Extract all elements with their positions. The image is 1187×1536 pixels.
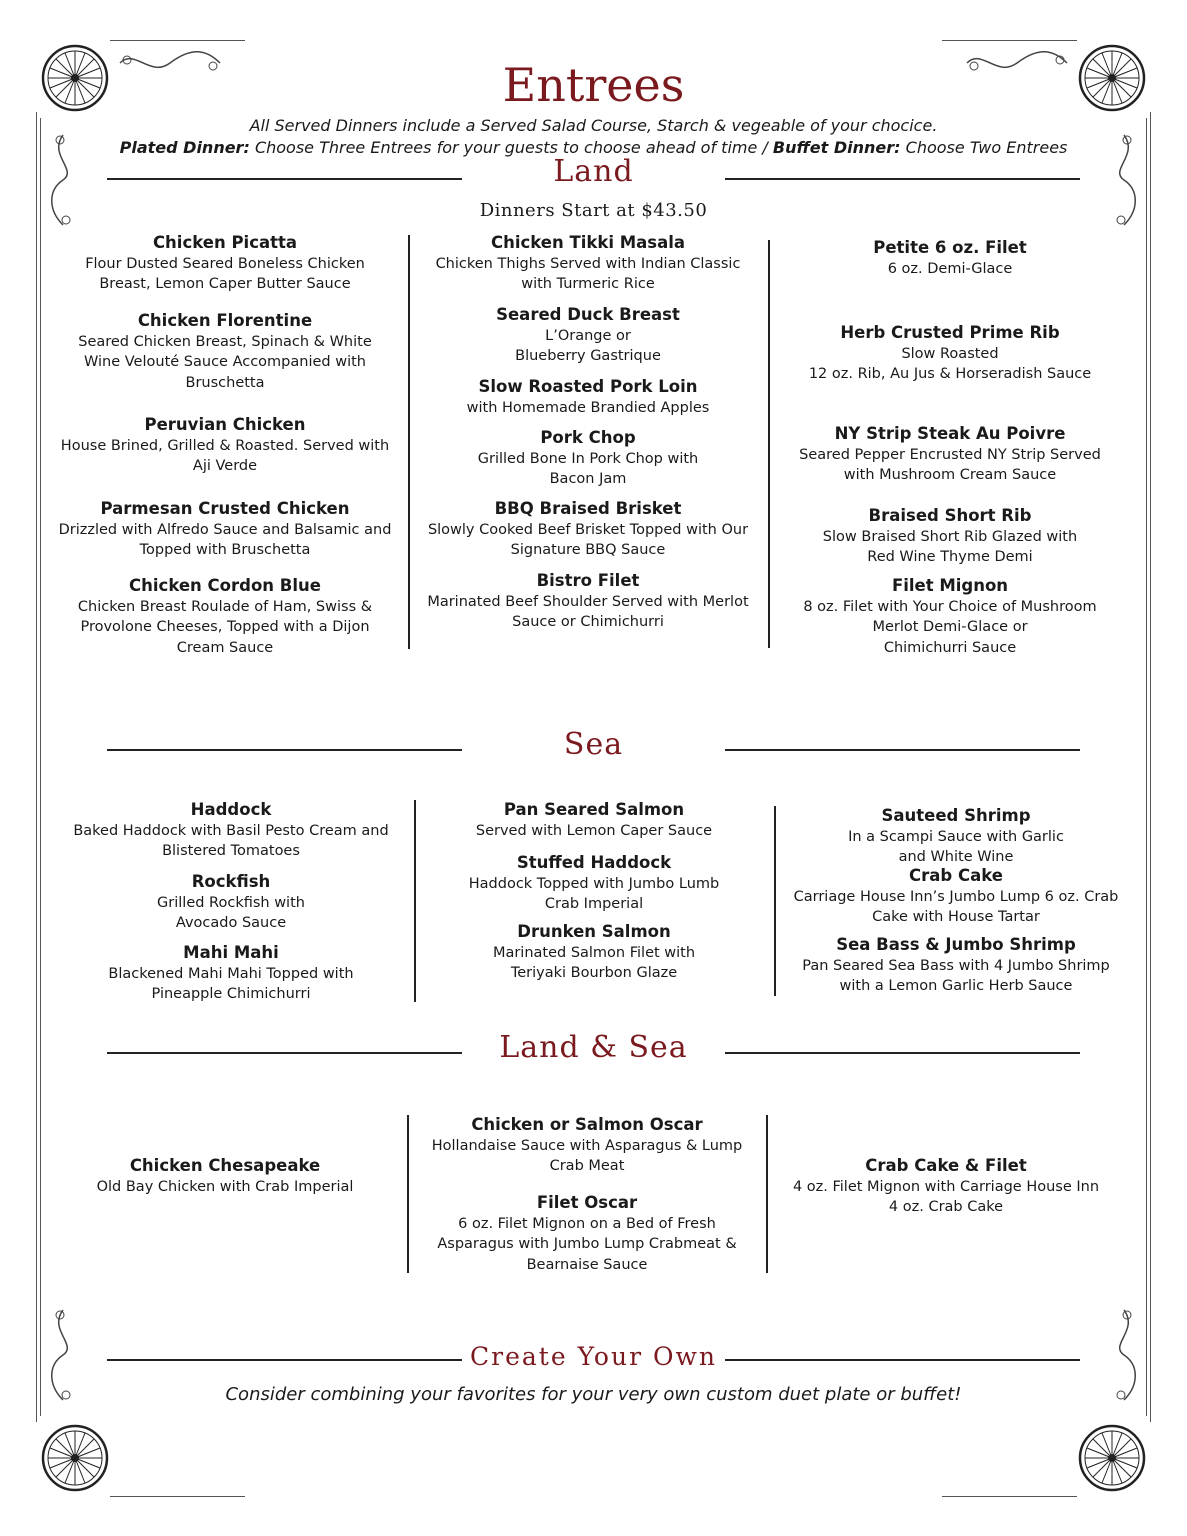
menu-item: Sea Bass & Jumbo Shrimp Pan Seared Sea Bass with 4 Jumbo Shrimp with a Lemon Garlic Herb Sauce — [802, 935, 1110, 994]
frame-left-outer — [36, 112, 37, 1422]
menu-item: Crab Cake Carriage House Inn’s Jumbo Lump 6 oz. Crab Cake with House Tartar — [793, 866, 1119, 925]
menu-item: Slow Roasted Pork Loin with Homemade Brandied Apples — [466, 377, 710, 416]
wagon-wheel-icon — [1077, 1423, 1147, 1493]
frame-bottom-left — [110, 1496, 245, 1497]
section-title-sea: Sea — [563, 727, 624, 762]
menu-item: Braised Short Rib Slow Braised Short Rib Glazed with Red Wine Thyme Demi — [822, 506, 1078, 565]
frame-right-outer — [1150, 112, 1151, 1422]
menu-item: Haddock Baked Haddock with Basil Pesto Cream and Blistered Tomatoes — [73, 800, 389, 859]
menu-item: Chicken or Salmon Oscar Hollandaise Sauce with Asparagus & Lump Crab Meat — [431, 1115, 743, 1174]
frame-bottom-right — [942, 1496, 1077, 1497]
menu-item: Seared Duck Breast L’Orange or Blueberry Gastrique — [496, 305, 680, 364]
menu-item: Petite 6 oz. Filet 6 oz. Demi-Glace — [873, 238, 1027, 277]
frame-top-right — [942, 40, 1077, 41]
menu-item: Herb Crusted Prime Rib Slow Roasted 12 oz. Rib, Au Jus & Horseradish Sauce — [808, 323, 1092, 382]
frame-right-inner — [1146, 118, 1147, 1416]
menu-item: Chicken Tikki Masala Chicken Thighs Served with Indian Classic with Turmeric Rice — [435, 233, 741, 292]
price-note: Dinners Start at $43.50 — [479, 200, 708, 221]
menu-item: BBQ Braised Brisket Slowly Cooked Beef Brisket Topped with Our Signature BBQ Sauce — [427, 499, 749, 558]
wagon-wheel-icon — [40, 1423, 110, 1493]
custom-plate-note: Consider combining your favorites for your very own custom duet plate or buffet! — [225, 1384, 962, 1405]
buffet-label: Buffet Dinner: — [772, 138, 901, 157]
menu-item: Drunken Salmon Marinated Salmon Filet with Teriyaki Bourbon Glaze — [492, 922, 696, 981]
menu-item: Mahi Mahi Blackened Mahi Mahi Topped with Pineapple Chimichurri — [108, 943, 354, 1002]
menu-item: Bistro Filet Marinated Beef Shoulder Served with Merlot Sauce or Chimichurri — [427, 571, 749, 630]
menu-item: Peruvian Chicken House Brined, Grilled & Roasted. Served with Aji Verde — [60, 415, 390, 474]
frame-top-left — [110, 40, 245, 41]
menu-item: NY Strip Steak Au Poivre Seared Pepper Encrusted NY Strip Served with Mushroom Cream Sauce — [799, 424, 1101, 483]
section-title-create: Create Your Own — [470, 1342, 717, 1371]
menu-item: Parmesan Crusted Chicken Drizzled with Alfredo Sauce and Balsamic and Topped with Bruschetta — [58, 499, 392, 558]
menu-item: Chicken Florentine Seared Chicken Breast, Spinach & White Wine Velouté Sauce Accompanied with Bruschetta — [78, 311, 372, 391]
menu-item: Pork Chop Grilled Bone In Pork Chop with Bacon Jam — [477, 428, 699, 487]
menu-item: Filet Oscar 6 oz. Filet Mignon on a Bed of Fresh Asparagus with Jumbo Lump Crabmeat & Bearnaise Sauce — [437, 1193, 737, 1273]
menu-item: Pan Seared Salmon Served with Lemon Caper Sauce — [475, 800, 713, 839]
page-title: Entrees — [502, 58, 685, 112]
menu-item: Rockfish Grilled Rockfish with Avocado Sauce — [157, 872, 305, 931]
buffet-text: Choose Two Entrees — [905, 138, 1068, 157]
intro-line: All Served Dinners include a Served Salad Course, Starch & vegeable of your chocice. — [249, 116, 938, 135]
menu-item: Sauteed Shrimp In a Scampi Sauce with Garlic and White Wine — [848, 806, 1064, 865]
section-title-land-sea: Land & Sea — [499, 1030, 688, 1065]
menu-item: Filet Mignon 8 oz. Filet with Your Choice of Mushroom Merlot Demi-Glace or Chimichurri Sauce — [803, 576, 1097, 656]
menu-item: Chicken Chesapeake Old Bay Chicken with Crab Imperial — [96, 1156, 354, 1195]
plated-label: Plated Dinner: — [119, 138, 250, 157]
menu-item: Stuffed Haddock Haddock Topped with Jumbo Lumb Crab Imperial — [468, 853, 720, 912]
menu-item: Chicken Picatta Flour Dusted Seared Boneless Chicken Breast, Lemon Caper Butter Sauce — [85, 233, 365, 292]
menu-item: Chicken Cordon Blue Chicken Breast Roulade of Ham, Swiss & Provolone Cheeses, Topped with a Dijon Cream Sauce — [77, 576, 373, 656]
menu-item: Crab Cake & Filet 4 oz. Filet Mignon with Carriage House Inn 4 oz. Crab Cake — [792, 1156, 1100, 1215]
section-title-land: Land — [553, 154, 634, 189]
plated-text: Choose Three Entrees for your guests to choose ahead of time / — [254, 138, 768, 157]
